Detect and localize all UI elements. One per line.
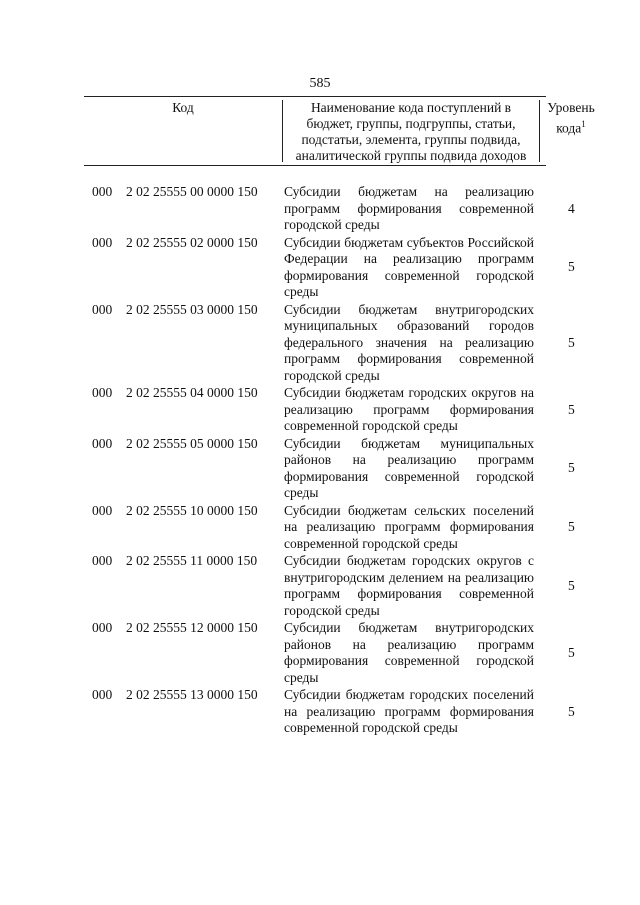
row-admin-code: 000 xyxy=(92,620,113,635)
row-level: 5 xyxy=(568,519,575,534)
row-name: Субсидии бюджетам внутригородских муниципальных образований городов федерального значения на реализацию программ формирования современной городской среды xyxy=(284,301,534,383)
row-level: 5 xyxy=(568,703,575,719)
row-name: Субсидии бюджетам субъектов Российской Федерации на реализацию программ формирования современной городской среды xyxy=(284,234,534,299)
row-name: Субсидии бюджетам городских округов с внутригородским делением на реализацию программ формирования современной городской среды xyxy=(284,553,534,618)
table-row xyxy=(0,235,640,301)
row-revenue-code: 2 02 25555 02 0000 150 xyxy=(126,234,258,250)
row-name: Субсидии бюджетам муниципальных районов на реализацию программ формирования современной городской среды xyxy=(284,435,534,500)
table-row xyxy=(0,503,640,553)
row-name: Субсидии бюджетам на реализацию программ формирования современной городской среды xyxy=(284,184,534,232)
header-level-label: Уровень кода xyxy=(547,100,595,136)
row-level: 5 xyxy=(568,577,575,593)
table-row xyxy=(0,553,640,619)
table-row xyxy=(0,436,640,502)
header-name: Наименование кода поступлений в бюджет, группы, подгруппы, статьи, подстатьи, элемента, группы подвида, аналитической группы подвида доходов xyxy=(282,100,540,162)
table-row xyxy=(0,302,640,385)
table-row xyxy=(0,620,640,686)
table-row xyxy=(0,385,640,435)
row-name: Субсидии бюджетам внутригородских районов на реализацию программ формирования современной городской среды xyxy=(284,620,534,685)
table-body xyxy=(0,184,640,738)
header-level xyxy=(540,100,602,137)
header-code: Код xyxy=(172,100,194,115)
row-admin-code: 000 xyxy=(92,301,113,317)
row-admin-code: 000 xyxy=(92,687,113,702)
table-row xyxy=(0,687,640,737)
row-revenue-code: 2 02 25555 05 0000 150 xyxy=(126,435,258,451)
row-level: 4 xyxy=(568,200,575,216)
row-revenue-code: 2 02 25555 00 0000 150 xyxy=(126,184,258,199)
row-name: Субсидии бюджетам городских округов на реализацию программ формирования современной городской среды xyxy=(284,385,534,433)
row-revenue-code: 2 02 25555 11 0000 150 xyxy=(126,553,258,568)
row-level: 5 xyxy=(568,259,575,275)
table-header xyxy=(84,96,595,166)
page-number: 585 xyxy=(309,76,331,91)
row-level: 5 xyxy=(568,644,575,660)
header-level-footnote: 1 xyxy=(581,119,586,129)
row-revenue-code: 2 02 25555 04 0000 150 xyxy=(126,385,258,400)
row-name: Субсидии бюджетам городских поселений на реализацию программ формирования современной городской среды xyxy=(284,687,534,735)
row-name: Субсидии бюджетам сельских поселений на реализацию программ формирования современной городской среды xyxy=(284,502,534,551)
row-revenue-code: 2 02 25555 03 0000 150 xyxy=(126,301,258,317)
table-row xyxy=(0,184,640,234)
row-admin-code: 000 xyxy=(92,435,113,451)
row-level: 5 xyxy=(568,334,575,350)
row-level: 5 xyxy=(568,460,575,476)
row-level: 5 xyxy=(568,401,575,417)
row-revenue-code: 2 02 25555 12 0000 150 xyxy=(126,620,258,635)
row-revenue-code: 2 02 25555 13 0000 150 xyxy=(126,687,258,702)
row-revenue-code: 2 02 25555 10 0000 150 xyxy=(126,502,258,518)
row-admin-code: 000 xyxy=(92,553,113,568)
row-admin-code: 000 xyxy=(92,502,113,518)
row-admin-code: 000 xyxy=(92,234,113,250)
row-admin-code: 000 xyxy=(92,184,113,199)
row-admin-code: 000 xyxy=(92,385,113,400)
